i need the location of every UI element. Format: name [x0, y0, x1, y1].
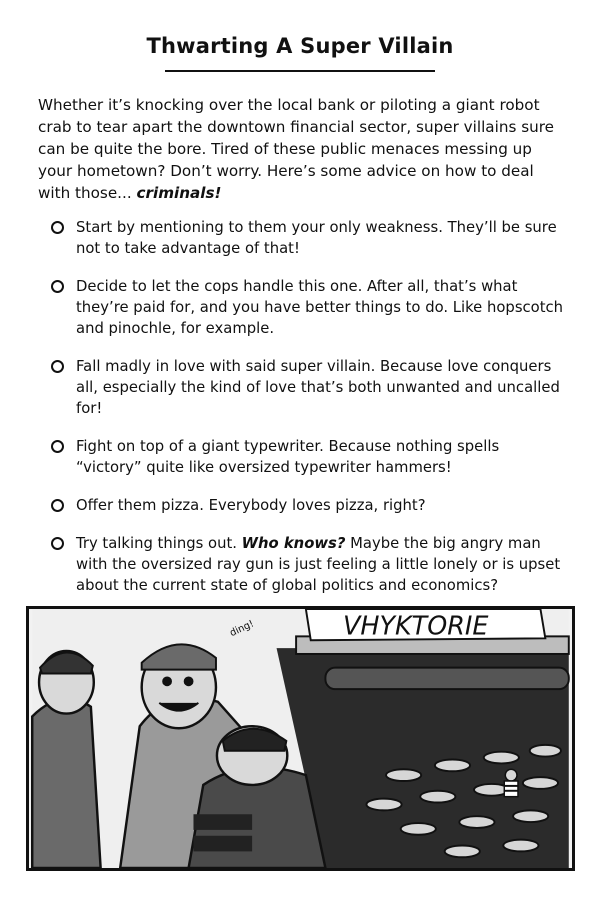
ding-sfx: ding! [228, 618, 256, 640]
tip-text: Decide to let the cops handle this one. After all, that’s what they’re paid for, and you have better things to do. Like hopscotch and pinochle, for example. [76, 278, 564, 337]
tip-text: Start by mentioning to them your only weakness. They’ll be sure not to take advantage of that! [76, 219, 557, 257]
tip-text: Offer them pizza. Everybody loves pizza, right? [76, 497, 426, 514]
tip-text-after: Maybe the big angry man with the oversized ray gun is just feeling a little lonely or is upset about the current state of global politics and economics? [76, 535, 561, 594]
tips-list [46, 217, 566, 613]
page-title: Thwarting A Super Villain [146, 34, 454, 58]
tip-emphasis: Who knows? [241, 535, 346, 552]
typewriter-fight-illustration [29, 609, 572, 868]
intro-text: Whether it’s knocking over the local bank or piloting a giant robot crab to tear apart the downtown financial sector, super villains sure can be quite the bore. Tired of these public menaces messing up your hometown? Don’t worry. Here’s some advice on how to deal with those... [38, 96, 554, 202]
list-item [46, 217, 566, 259]
list-item [46, 356, 566, 419]
list-item [46, 276, 566, 339]
circle-bullet-icon [51, 221, 64, 234]
list-item [46, 533, 566, 596]
circle-bullet-icon [51, 360, 64, 373]
intro-paragraph [38, 94, 568, 204]
circle-bullet-icon [51, 440, 64, 453]
typed-text: VHYKTORIE [343, 610, 489, 641]
intro-emphasis: criminals! [136, 184, 222, 202]
title-underline [165, 70, 435, 72]
circle-bullet-icon [51, 537, 64, 550]
tip-text-before: Try talking things out. [76, 535, 242, 552]
tip-text: Fight on top of a giant typewriter. Because nothing spells “victory” quite like oversized typewriter hammers! [76, 438, 500, 476]
comic-illustration [26, 606, 575, 871]
list-item [46, 495, 566, 516]
tiny-figure [504, 769, 518, 796]
thug-figure [32, 651, 100, 868]
list-item [46, 436, 566, 478]
circle-bullet-icon [51, 499, 64, 512]
tip-text: Fall madly in love with said super villain. Because love conquers all, especially the kind of love that’s both unwanted and uncalled for! [76, 358, 560, 417]
circle-bullet-icon [51, 280, 64, 293]
